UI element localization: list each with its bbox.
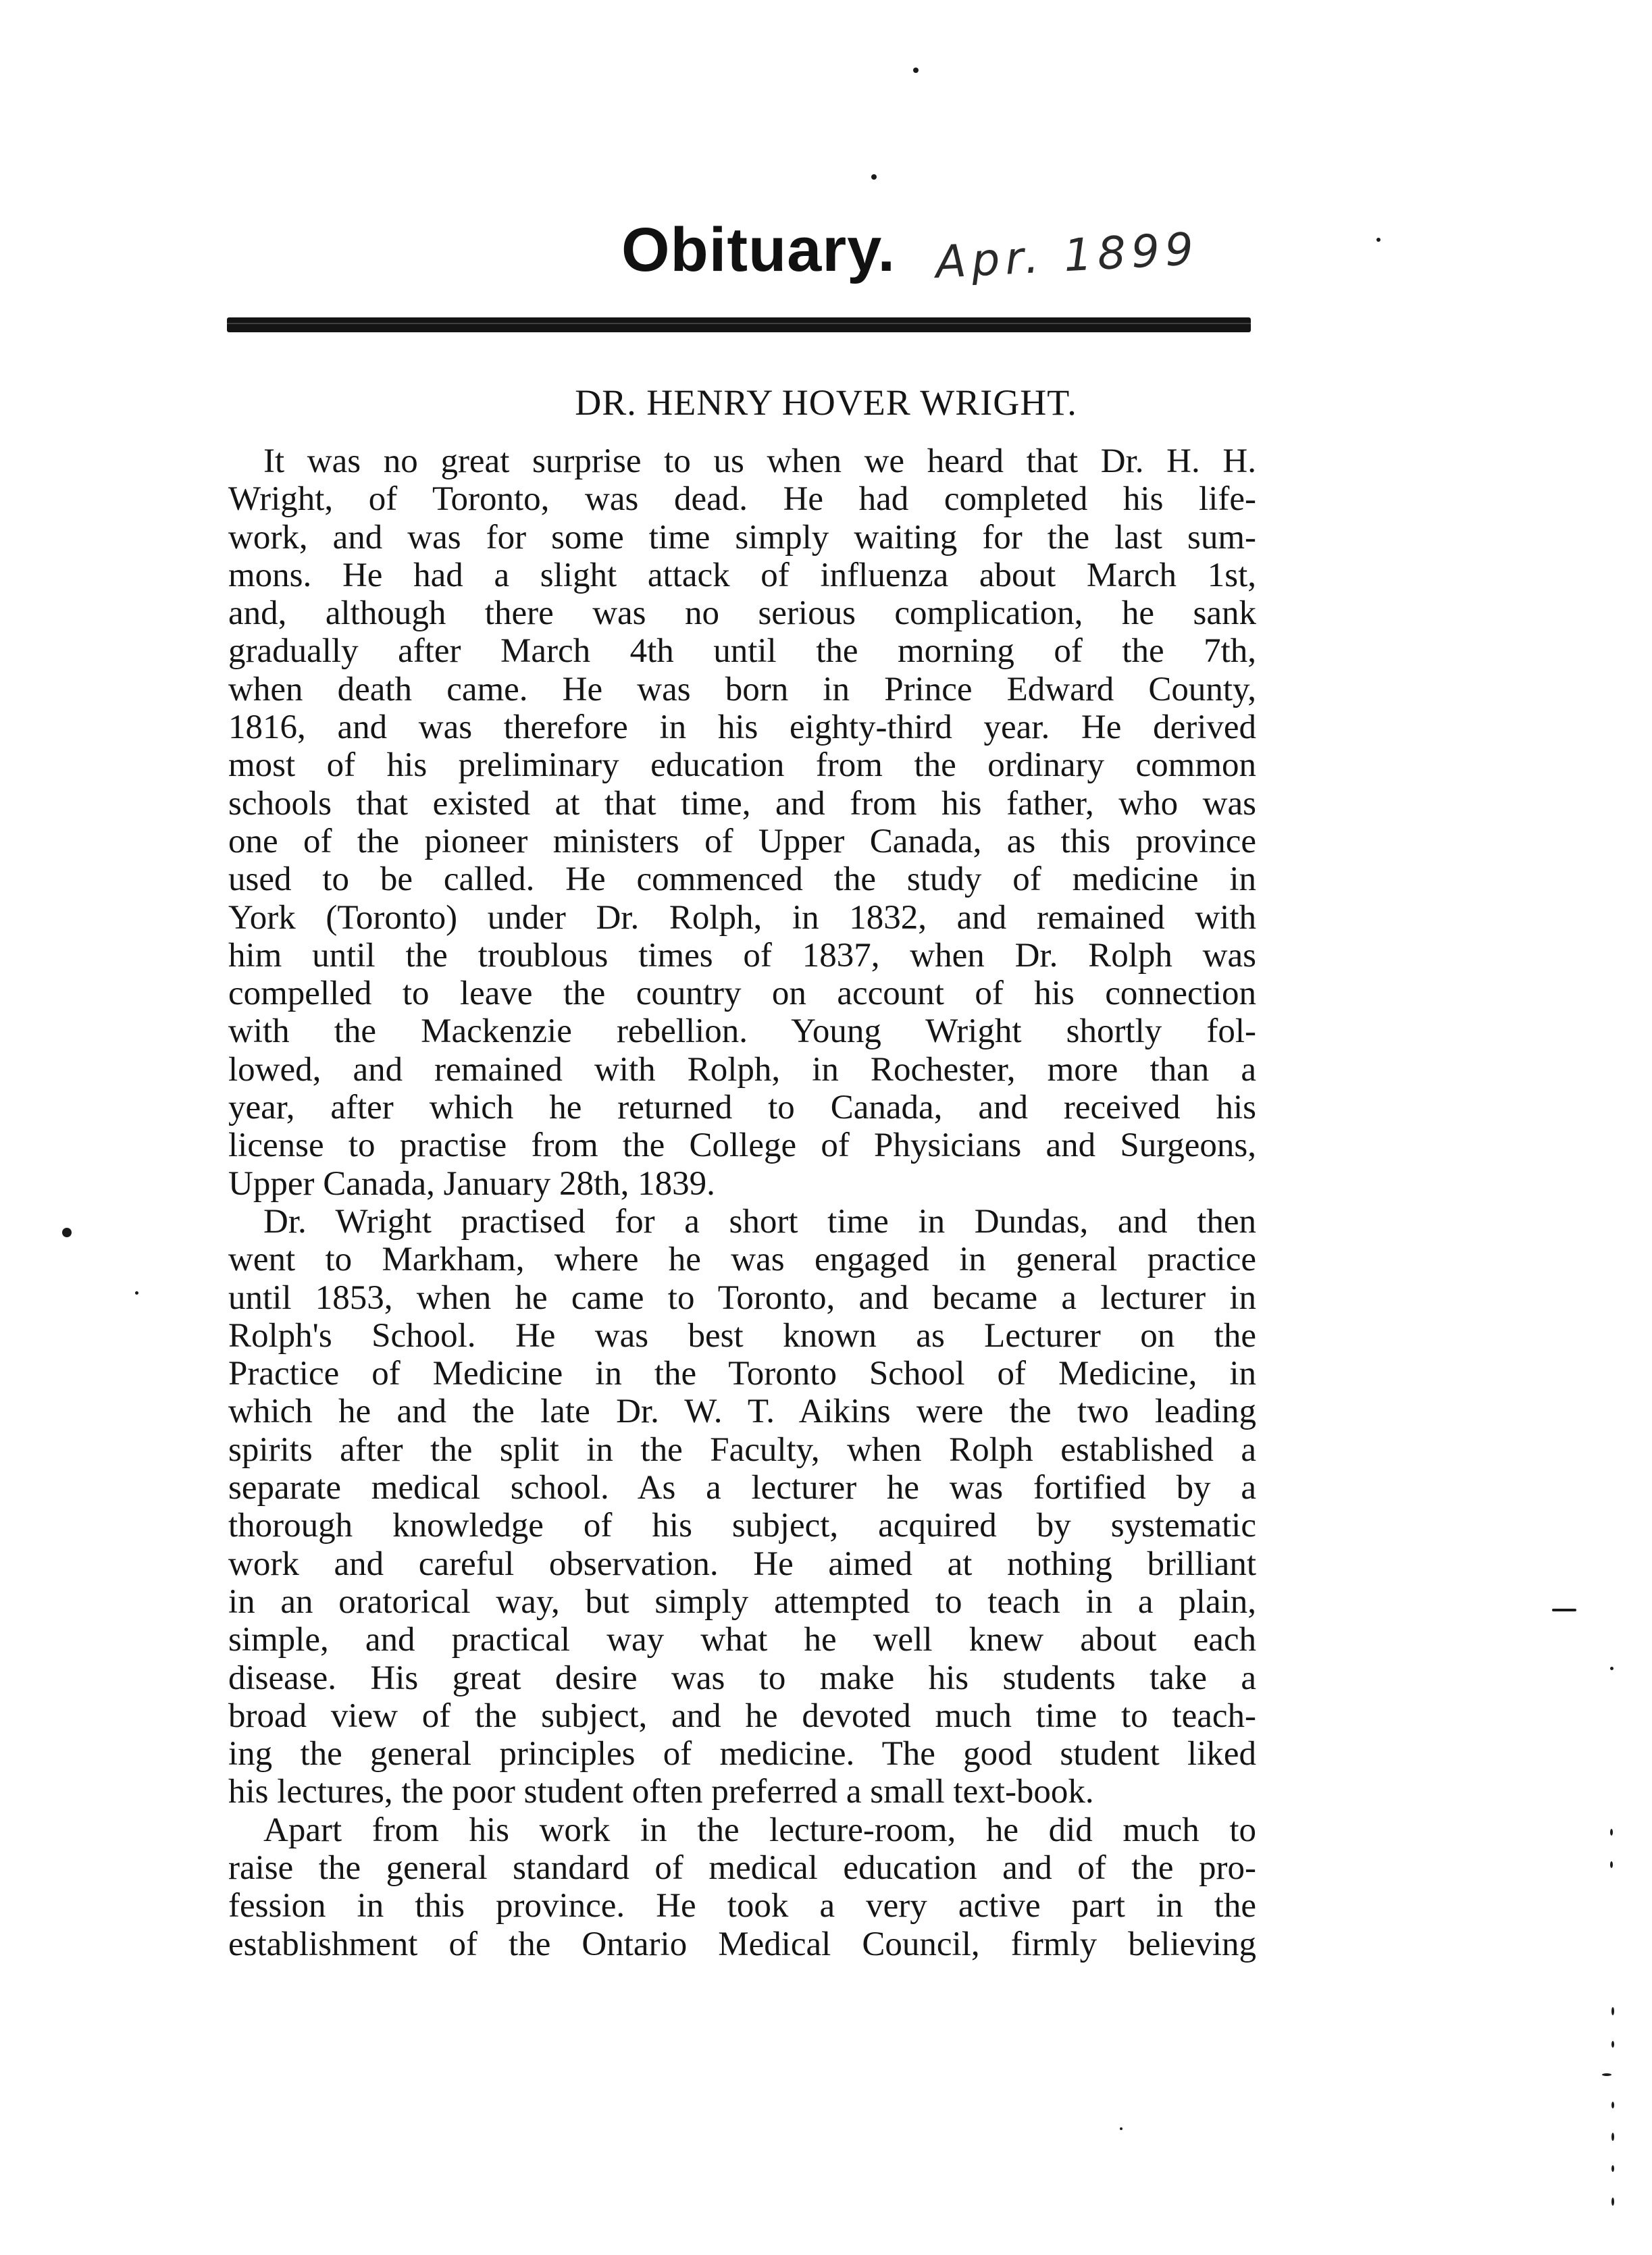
- article-headline: DR. HENRY HOVER WRIGHT.: [575, 382, 1077, 423]
- text-line: York (Toronto) under Dr. Rolph, in 1832, and remained with: [228, 898, 1256, 937]
- scan-speck: [1611, 2102, 1614, 2108]
- text-line: work, and was for some time simply waiting for the last sum-: [228, 518, 1256, 556]
- scan-speck: [135, 1291, 138, 1295]
- text-line: establishment of the Ontario Medical Council, firmly believing: [228, 1925, 1256, 1963]
- text-line: in an oratorical way, but simply attempted to teach in a plain,: [228, 1582, 1256, 1621]
- text-line: broad view of the subject, and he devoted much time to teach-: [228, 1696, 1256, 1735]
- text-line: with the Mackenzie rebellion. Young Wright shortly fol-: [228, 1012, 1256, 1051]
- text-line: lowed, and remained with Rolph, in Rochester, more than a: [228, 1050, 1256, 1089]
- text-line: Dr. Wright practised for a short time in Dundas, and then: [263, 1202, 1256, 1241]
- text-line: one of the pioneer ministers of Upper Canada, as this province: [228, 822, 1256, 860]
- text-line: him until the troublous times of 1837, when Dr. Rolph was: [228, 936, 1256, 975]
- scan-speck: [1611, 2007, 1614, 2015]
- text-line: went to Markham, where he was engaged in general practice: [228, 1241, 1256, 1279]
- article-body: [228, 442, 1256, 1963]
- text-line: license to practise from the College of Physicians and Surgeons,: [228, 1126, 1256, 1165]
- scan-speck: [1552, 1609, 1576, 1611]
- text-line: 1816, and was therefore in his eighty-third year. He derived: [228, 708, 1256, 747]
- text-line: separate medical school. As a lecturer he was fortified by a: [228, 1469, 1256, 1507]
- text-line: gradually after March 4th until the morning of the 7th,: [228, 632, 1256, 671]
- scan-speck: [1610, 1667, 1614, 1670]
- text-line: Wright, of Toronto, was dead. He had completed his life-: [228, 480, 1256, 519]
- scan-speck: [1610, 1829, 1613, 1836]
- text-line: his lectures, the poor student often preferred a small text-book.: [228, 1773, 1094, 1811]
- text-line: work and careful observation. He aimed at nothing brilliant: [228, 1545, 1256, 1583]
- text-line: mons. He had a slight attack of influenza about March 1st,: [228, 556, 1256, 594]
- text-line: year, after which he returned to Canada, and received his: [228, 1089, 1256, 1127]
- text-line: which he and the late Dr. W. T. Aikins were the two leading: [228, 1393, 1256, 1431]
- text-line: thorough knowledge of his subject, acquired by systematic: [228, 1507, 1256, 1545]
- scan-speck: [1611, 2041, 1614, 2048]
- scan-speck: [1120, 2127, 1122, 2130]
- text-line: fession in this province. He took a very active part in the: [228, 1887, 1256, 1925]
- text-line: Apart from his work in the lecture-room, he did much to: [263, 1811, 1256, 1849]
- text-line: compelled to leave the country on account of his connection: [228, 975, 1256, 1013]
- scan-speck: [871, 174, 877, 180]
- section-title: Obituary.: [621, 215, 896, 284]
- scan-speck: [1610, 1861, 1613, 1868]
- text-line: spirits after the split in the Faculty, when Rolph established a: [228, 1430, 1256, 1469]
- text-line: until 1853, when he came to Toronto, and became a lecturer in: [228, 1278, 1256, 1317]
- scan-speck: [62, 1228, 72, 1237]
- text-line: Upper Canada, January 28th, 1839.: [228, 1164, 715, 1203]
- scan-speck: [1376, 238, 1380, 242]
- header-rule: [227, 317, 1251, 332]
- text-line: when death came. He was born in Prince Edward County,: [228, 670, 1256, 708]
- text-line: raise the general standard of medical education and of the pro-: [228, 1848, 1256, 1887]
- scan-speck: [1611, 2133, 1614, 2141]
- text-line: disease. His great desire was to make his students take a: [228, 1659, 1256, 1697]
- text-line: most of his preliminary education from the ordinary common: [228, 746, 1256, 785]
- text-line: It was no great surprise to us when we heard that Dr. H. H.: [263, 442, 1256, 480]
- text-line: Rolph's School. He was best known as Lecturer on the: [228, 1316, 1256, 1355]
- text-line: and, although there was no serious complication, he sank: [228, 594, 1256, 633]
- text-line: ing the general principles of medicine. The good student liked: [228, 1735, 1256, 1773]
- scan-speck: [1611, 2198, 1614, 2206]
- scan-speck: [1611, 2165, 1614, 2172]
- text-line: used to be called. He commenced the study of medicine in: [228, 860, 1256, 899]
- handwritten-date-note: Apr. 1899: [934, 222, 1200, 289]
- scan-speck: [913, 68, 919, 73]
- text-line: Practice of Medicine in the Toronto School of Medicine, in: [228, 1355, 1256, 1393]
- text-line: simple, and practical way what he well knew about each: [228, 1621, 1256, 1659]
- text-line: schools that existed at that time, and from his father, who was: [228, 784, 1256, 823]
- scan-speck: [1602, 2073, 1611, 2076]
